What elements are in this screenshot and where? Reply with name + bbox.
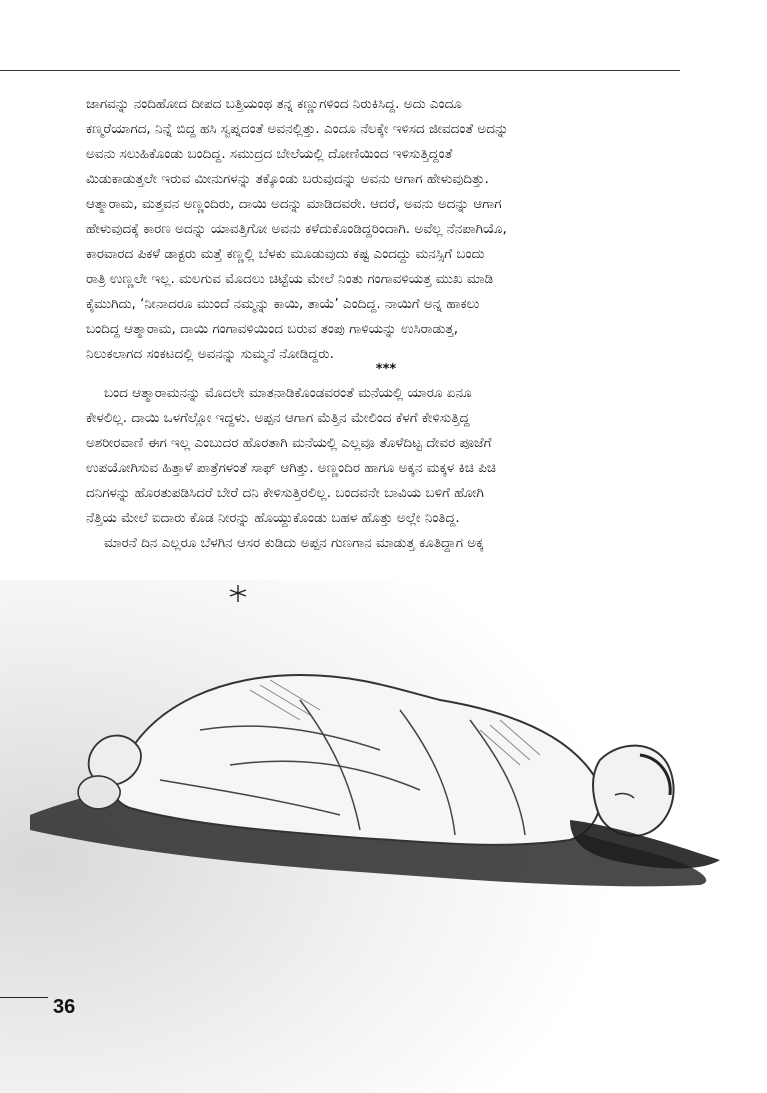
text-line: ದನಿಗಳನ್ನು ಹೊರತುಪಡಿಸಿದರೆ ಬೇರೆ ದನಿ ಕೇಳಿಸುತ್ತಿರಲಿಲ್ಲ. ಬಂದವನೇ ಬಾವಿಯ ಬಳಿಗೆ ಹೋಗಿ <box>86 485 484 501</box>
header-rule <box>0 70 680 71</box>
text-line: ಅಶರೀರವಾಣಿ ಈಗ ಇಲ್ಲ ಎಂಬುದರ ಹೊರತಾಗಿ ಮನೆಯಲ್ಲಿ ಎಲ್ಲವೂ ತೊಳೆದಿಟ್ಟ ದೇವರ ಪೂಜೆಗೆ <box>86 435 492 451</box>
page-number: 36 <box>53 996 76 1018</box>
text-line: ಕಣ್ಮರೆಯಾಗದ, ನಿನ್ನೆ ಬಿದ್ದ ಹಸಿ ಸ್ವಪ್ನದಂತೆ ಅವನಲ್ಲಿತ್ತು. ಎಂದೂ ನೆಲಕ್ಕೇ ಇಳಿಸದ ಜೀವದಂತೆ ಅದನ್ನು <box>86 121 509 137</box>
text-line: ಬಂದಿದ್ದ ಆತ್ಮಾರಾಮ, ದಾಯಿ ಗಂಗಾವಳಿಯಿಂದ ಬರುವ ತಂಪು ಗಾಳಿಯನ್ನು ಉಸಿರಾಡುತ್ತ, <box>86 321 459 337</box>
paragraph-1 <box>86 92 686 367</box>
text-line: ಹೇಳುವುದಕ್ಕೆ ಕಾರಣ ಅದನ್ನು ಯಾವತ್ತಿಗೋ ಅವನು ಕಳೆದುಕೊಂಡಿದ್ದರಿಂದಾಗಿ. ಅವೆಲ್ಲ ನೆನಪಾಗಿಯೊ, <box>86 221 507 237</box>
text-line: ನಿಲುಕಲಾಗದ ಸಂಕಟದಲ್ಲಿ ಅವನನ್ನು ಸುಮ್ಮನೆ ನೋಡಿದ್ದರು. <box>86 346 334 362</box>
paragraph-2 <box>86 381 686 531</box>
sketch-illustration <box>0 580 767 1093</box>
foot <box>78 776 120 809</box>
head <box>593 746 674 836</box>
text-line: ಅವನು ಸಲುಹಿಕೊಂಡು ಬಂದಿದ್ದ. ಸಮುದ್ರದ ಬೇಲೆಯಲ್ಲಿ ದೋಣಿಯಿಂದ ಇಳಿಸುತ್ತಿದ್ದಂತೆ <box>86 146 453 162</box>
text-line: ಕೇಳಲಿಲ್ಲ. ದಾಯಿ ಒಳಗೆಲ್ಲೋ ಇದ್ದಳು. ಅಪ್ಪನ ಆಗಾಗ ಮೆತ್ತಿನ ಮೇಲಿಂದ ಕೆಳಗೆ ಕೇಳಿಸುತ್ತಿದ್ದ <box>86 410 470 426</box>
text-line: ಉಪಯೋಗಿಸುವ ಹಿತ್ತಾಳೆ ಪಾತ್ರೆಗಳಂತೆ ಸಾಫ್ ಆಗಿತ್ತು. ಅಣ್ಣಂದಿರ ಹಾಗೂ ಅಕ್ಕನ ಮಕ್ಕಳ ಕಿಚಿ ಪಿಚಿ <box>86 460 496 476</box>
text-line: ಜಾಗವನ್ನು ನಂದಿಹೋದ ದೀಪದ ಬತ್ತಿಯಂಥ ತನ್ನ ಕಣ್ಣುಗಳಿಂದ ನಿರುಕಿಸಿದ್ದ. ಅದು ಎಂದೂ <box>86 96 462 112</box>
text-line: ಮಾರನೆ ದಿನ ಎಲ್ಲರೂ ಬೆಳಗಿನ ಆಸರ ಕುಡಿದು ಅಪ್ಪನ ಗುಣಗಾನ ಮಾಡುತ್ತ ಕೂತಿದ್ದಾಗ ಅಕ್ಕ <box>104 535 484 551</box>
text-line: ಬಂದ ಆತ್ಮಾರಾಮನನ್ನು ಮೊದಲೇ ಮಾತನಾಡಿಕೊಂಡವರಂತೆ ಮನೆಯಲ್ಲಿ ಯಾರೂ ಏನೂ <box>104 385 472 401</box>
paragraph-3 <box>86 531 686 556</box>
sleeping-figure-sketch <box>0 580 767 1093</box>
footer-rule <box>0 997 48 998</box>
text-line: ಆತ್ಮಾರಾಮ, ಮತ್ತವನ ಅಣ್ಣಂದಿರು, ದಾಯಿ ಅದನ್ನು ಮಾಡಿದವರೇ. ಆದರೆ, ಅವನು ಅದನ್ನು ಆಗಾಗ <box>86 196 502 212</box>
text-line: ನೆತ್ತಿಯ ಮೇಲೆ ಐದಾರು ಕೊಡ ನೀರನ್ನು ಹೊಯ್ದುಕೊಂಡು ಬಹಳ ಹೊತ್ತು ಅಲ್ಲೇ ನಿಂತಿದ್ದ. <box>86 510 460 526</box>
text-line: ಮಿಡುಕಾಡುತ್ತಲೇ ಇರುವ ಮೀನುಗಳನ್ನು ತಕ್ಕೊಂಡು ಬರುವುದನ್ನು ಅವನು ಆಗಾಗ ಹೇಳುವುದಿತ್ತು. <box>86 171 489 187</box>
text-line: ರಾತ್ರಿ ಉಣ್ಣಲೇ ಇಲ್ಲ. ಮಲಗುವ ಮೊದಲು ಚಿಟ್ಟೆಯ ಮೇಲೆ ನಿಂತು ಗಂಗಾವಳಿಯತ್ತ ಮುಖ ಮಾಡಿ <box>86 271 494 287</box>
text-line: ಕೈಮುಗಿದು, ‘ನೀನಾದರೂ ಮುಂದೆ ನಮ್ಮನ್ನು ಕಾಯಿ, ತಾಯೆ’ ಎಂದಿದ್ದ. ನಾಯಿಗೆ ಅನ್ನ ಹಾಕಲು <box>86 296 480 312</box>
body-text <box>86 92 686 556</box>
text-line: ಕಾರವಾರದ ಪಿಕಳೆ ಡಾಕ್ಟರು ಮತ್ತೆ ಕಣ್ಣಲ್ಲಿ ಬೆಳಕು ಮೂಡುವುದು ಕಷ್ಟ ಎಂದದ್ದು ಮನಸ್ಸಿಗೆ ಬಂದು <box>86 246 485 262</box>
section-separator: *** <box>375 362 397 377</box>
